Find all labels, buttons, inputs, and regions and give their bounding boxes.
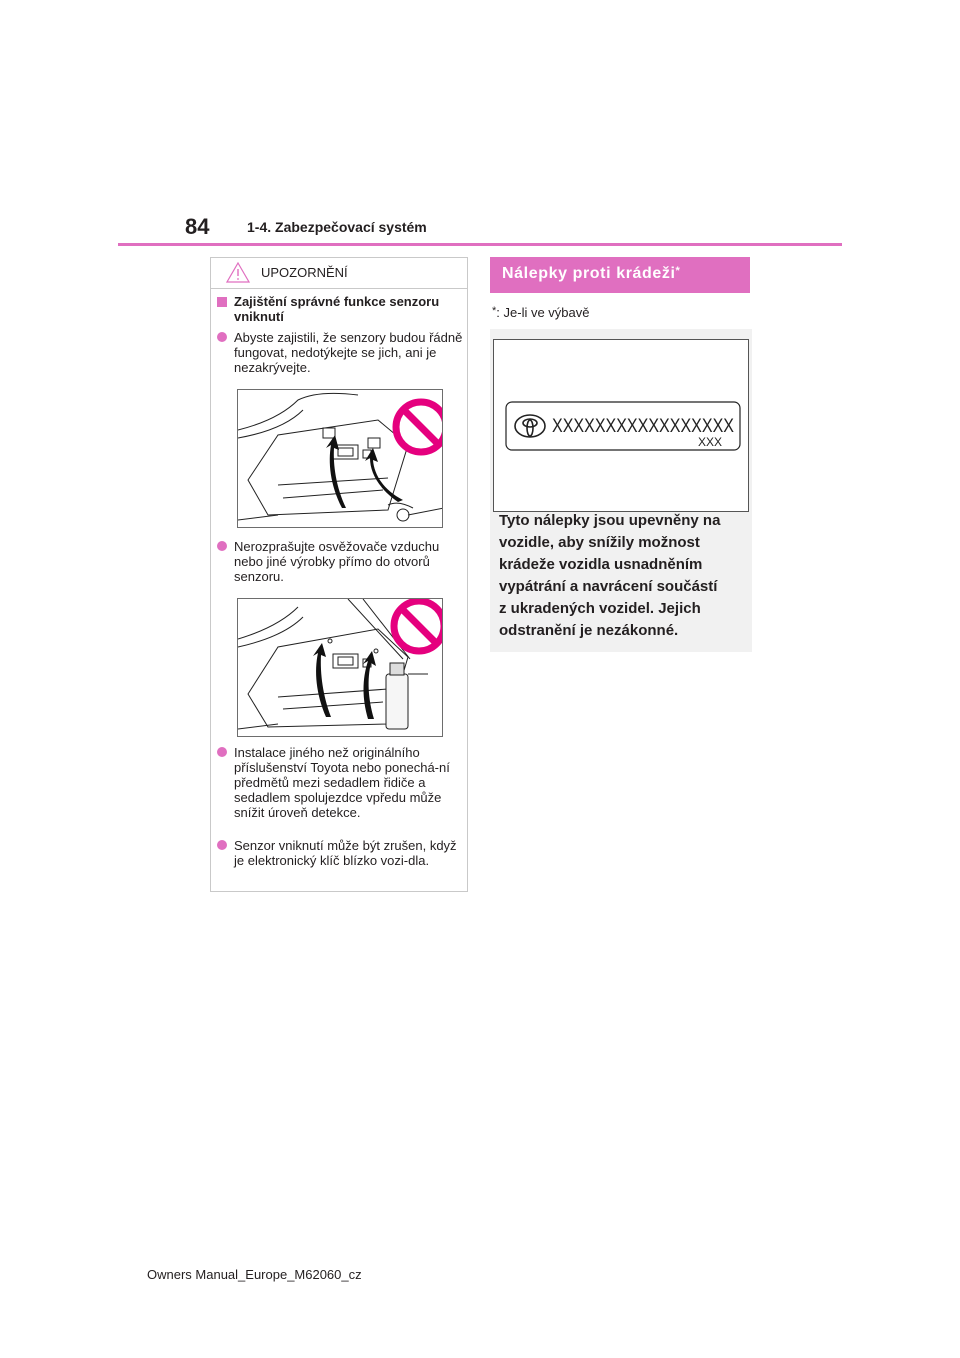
warning-heading-text: Zajištění správné funkce senzoru vniknutí [234, 294, 440, 324]
warning-triangle-icon [226, 262, 250, 288]
warning-bullet [217, 745, 465, 820]
warning-header [211, 258, 467, 289]
warning-label: UPOZORNĚNÍ [261, 265, 348, 280]
sticker-sub: XXX [698, 435, 723, 449]
sticker-illustration [493, 339, 749, 512]
sticker-code: XXXXXXXXXXXXXXXXX [552, 416, 735, 437]
footnote: *: Je-li ve výbavě [492, 305, 590, 320]
spray-can-illustration [237, 598, 443, 737]
round-bullet-icon [217, 840, 227, 850]
warning-heading [217, 294, 465, 324]
round-bullet-icon [217, 332, 227, 342]
warning-bullet-text: Senzor vniknutí může být zrušen, když je elektronický klíč blízko vozi-dla. [234, 838, 457, 868]
warning-bullet [217, 330, 465, 375]
footer-text: Owners Manual_Europe_M62060_cz [147, 1267, 362, 1282]
page-number: 84 [185, 214, 210, 239]
warning-bullet-text: Instalace jiného než originálního příslušenství Toyota nebo ponechá-ní předmětů mezi sedadlem řidiče a sedadlem spolujezdce vpředu může snížit úroveň detekce. [234, 745, 450, 820]
section-title: 1-4. Zabezpečovací systém [247, 219, 427, 235]
sticker-note-panel [490, 329, 752, 652]
sticker-description: Tyto nálepky jsou upevněny na vozidle, aby snížily možnost krádeže vozidla usnadněním vypátrání a navrácení součástí z ukradených vozidel. Jejich odstranění je nezákonné. [499, 512, 721, 639]
warning-bullet-text: Abyste zajistili, že senzory budou řádně fungovat, nedotýkejte se jich, ani je nezakrývejte. [234, 330, 463, 375]
warning-box [210, 257, 468, 892]
stickers-section-heading [490, 257, 750, 293]
header-rule [118, 243, 842, 246]
stickers-section-title: Nálepky proti krádeži* [502, 265, 681, 282]
sensor-touch-illustration [237, 389, 443, 528]
round-bullet-icon [217, 747, 227, 757]
square-bullet-icon [217, 297, 227, 307]
round-bullet-icon [217, 541, 227, 551]
warning-bullet [217, 539, 465, 584]
warning-bullet-text: Nerozprašujte osvěžovače vzduchu nebo jiné výrobky přímo do otvorů senzoru. [234, 539, 440, 584]
warning-bullet [217, 838, 465, 868]
